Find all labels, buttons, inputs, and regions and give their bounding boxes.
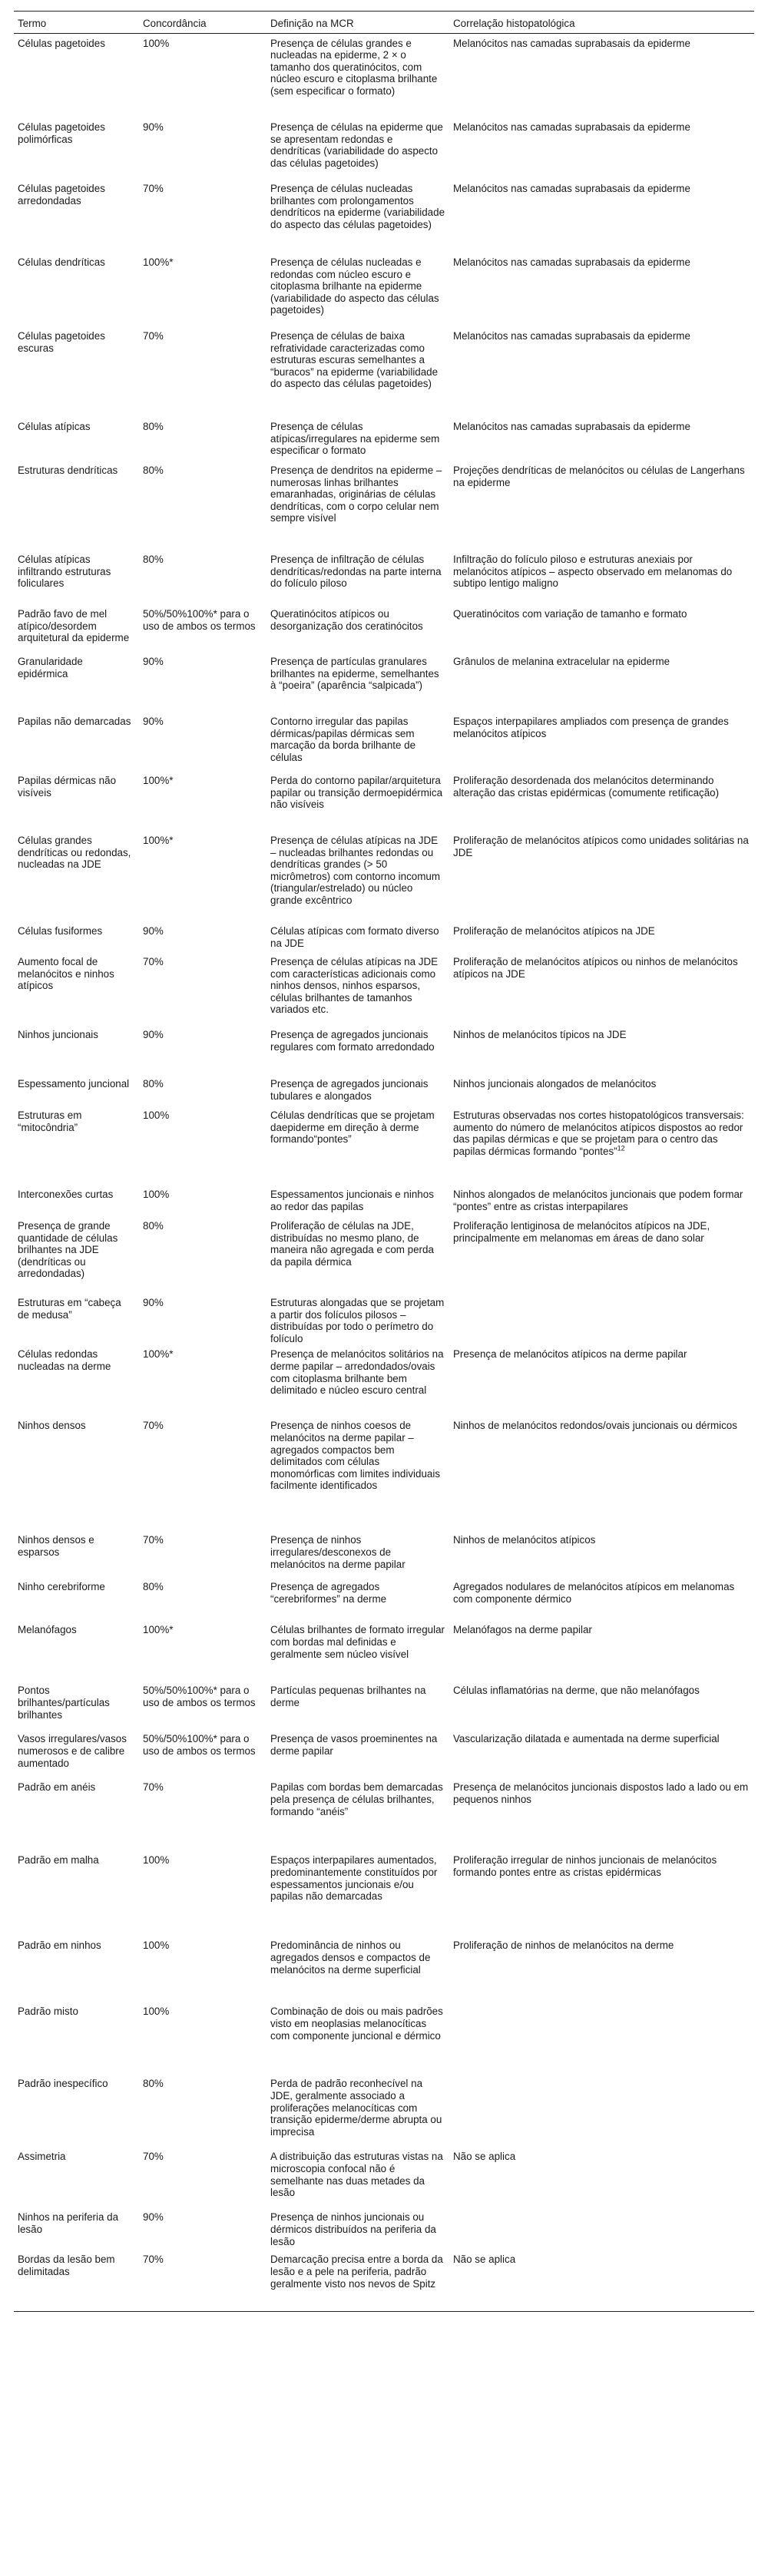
cell-termo: Interconexões curtas (18, 1189, 114, 1201)
cell-definicao: Combinação de dois ou mais padrões visto em neoplasias melanocíticas com componente juncional e dérmico (270, 2006, 443, 2042)
cell-correlacao: Agregados nodulares de melanócitos atípicos em melanomas com componente dérmico (453, 1581, 735, 1605)
table-row (14, 831, 754, 921)
cell-termo: Células fusiformes (18, 925, 103, 937)
cell-termo: Padrão favo de mel atípico/desordem arquitetural da epiderme (18, 608, 130, 644)
cell-correlacao: Melanócitos nas camadas suprabasais da epiderme (453, 121, 690, 134)
cell-correlacao: Presença de melanócitos atípicos na derme papilar (453, 1348, 687, 1361)
cell-correlacao: Melanócitos nas camadas suprabasais da epiderme (453, 421, 690, 433)
cell-termo: Estruturas dendríticas (18, 465, 118, 477)
cell-termo: Células atípicas infiltrando estruturas foliculares (18, 554, 111, 590)
cell-termo: Papilas não demarcadas (18, 716, 131, 728)
cell-definicao: Presença de células atípicas na JDE – nucleadas brilhantes redondas ou dendríticas grandes (> 50 micrômetros) com contorno incomum (triangular/estrelado) ou núcleo grande excêntrico (270, 835, 441, 907)
cell-correlacao: Não se aplica (449, 2250, 754, 2311)
table-row (14, 2207, 754, 2250)
cell-correlacao: Melanócitos nas camadas suprabasais da epiderme (453, 37, 690, 49)
cell-termo: Células pagetoides polimórficas (18, 121, 105, 145)
table-row (14, 1620, 754, 1681)
cell-definicao: Presença de células atípicas/irregulares na epiderme sem especificar o formato (270, 421, 440, 457)
cell-correlacao: Melanócitos nas camadas suprabasais da epiderme (453, 256, 690, 269)
cell-correlacao: Ninhos alongados de melanócitos juncionais que podem formar “pontes” entre as cristas interpapilares (453, 1189, 743, 1212)
table-row (14, 1530, 754, 1577)
cell-termo: Ninhos densos e esparsos (18, 1534, 94, 1559)
reference-superscript: 12 (617, 1144, 625, 1152)
cell-definicao: Estruturas alongadas que se projetam a partir dos folículos pilosos – distribuídas por todo o perímetro do folículo (270, 1297, 445, 1344)
cell-correlacao: Queratinócitos com variação de tamanho e formato (453, 608, 687, 620)
cell-definicao: Contorno irregular das papilas dérmicas/papilas dérmicas sem marcação da borda brilhante de células (270, 716, 416, 763)
cell-definicao: Presença de células nucleadas e redondas com núcleo escuro e citoplasma brilhante na epiderme (variabilidade do aspecto das células pagetoides) (270, 256, 439, 316)
cell-concordancia: 50%/50%100%* para o uso de ambos os termos (143, 1685, 256, 1709)
table-row (14, 1681, 754, 1729)
cell-termo: Estruturas em “mitocôndria” (18, 1109, 82, 1133)
cell-definicao: Células atípicas com formato diverso na JDE (270, 925, 439, 949)
cell-definicao: Presença de ninhos coesos de melanócitos na derme papilar – agregados compactos bem delimitados com células monomórficas com limites individuais facilmente identificados (270, 1420, 441, 1492)
cell-termo: Espessamento juncional (18, 1078, 130, 1090)
cell-concordancia: 100% (143, 2006, 170, 2018)
cell-concordancia: 50%/50%100%* para o uso de ambos os termos (143, 1733, 256, 1758)
cell-concordancia: 100% (143, 1109, 170, 1122)
cell-termo: Aumento focal de melanócitos e ninhos atípicos (18, 956, 114, 992)
cell-correlacao: Ninhos de melanócitos atípicos (453, 1534, 596, 1546)
cell-definicao: Demarcação precisa entre a borda da lesão e a pele na periferia, padrão geralmente visto nos nevos de Spitz (266, 2250, 449, 2311)
cell-termo: Assimetria (18, 2151, 66, 2163)
cell-definicao: Presença de ninhos irregulares/desconexos de melanócitos na derme papilar (270, 1534, 406, 1570)
cell-definicao: Perda de padrão reconhecível na JDE, geralmente associado a proliferações melanocíticas com transição epiderme/derme abrupta ou imprecisa (270, 2078, 442, 2138)
table-header-row (14, 12, 754, 34)
cell-termo: Padrão em ninhos (18, 1939, 101, 1952)
cell-correlacao: Proliferação de melanócitos atípicos na JDE (453, 925, 655, 937)
cell-concordancia: 80% (143, 2078, 164, 2090)
cell-definicao: Presença de células nucleadas brilhantes com prolongamentos dendríticos na epiderme (variabilidade do aspecto das células pagetoides) (270, 183, 445, 230)
cell-concordancia: 70% (143, 1534, 164, 1546)
header-correlacao: Correlação histopatológica (449, 12, 754, 34)
cell-concordancia: 70% (143, 183, 164, 195)
cell-termo: Ninhos densos (18, 1420, 86, 1432)
cell-definicao: Presença de dendritos na epiderme – numerosas linhas brilhantes emaranhadas, originárias de células dendríticas, com o corpo celular nem sempre visível (270, 465, 442, 524)
cell-concordancia: 80% (143, 465, 164, 477)
cell-termo: Melanófagos (18, 1624, 77, 1636)
table-row (14, 652, 754, 712)
cell-concordancia: 90% (143, 716, 164, 728)
table-row (14, 604, 754, 652)
cell-termo: Padrão em anéis (18, 1781, 96, 1794)
mcr-terms-table (14, 11, 754, 2312)
cell-concordancia: 100% (143, 37, 170, 49)
table-row (14, 2074, 754, 2147)
table-row (14, 2250, 754, 2311)
cell-concordancia: 70% (139, 2250, 266, 2311)
cell-concordancia: 70% (143, 330, 164, 342)
table-row (14, 2002, 754, 2074)
cell-termo: Vasos irregulares/vasos numerosos e de calibre aumentado (18, 1733, 127, 1769)
cell-termo: Presença de grande quantidade de células brilhantes na JDE (dendríticas ou arredondadas) (18, 1220, 118, 1280)
cell-concordancia: 90% (143, 925, 164, 937)
cell-concordancia: 90% (143, 2211, 164, 2224)
cell-definicao: Partículas pequenas brilhantes na derme (270, 1685, 426, 1709)
cell-correlacao: Melanócitos nas camadas suprabasais da epiderme (453, 330, 690, 342)
cell-concordancia: 80% (143, 1220, 164, 1232)
table-row (14, 1106, 754, 1185)
table-row (14, 179, 754, 253)
cell-concordancia: 90% (143, 1029, 164, 1041)
table-row (14, 921, 754, 952)
cell-termo: Bordas da lesão bem delimitadas (14, 2250, 139, 2311)
table-row (14, 550, 754, 604)
cell-correlacao: Proliferação irregular de ninhos juncionais de melanócitos formando pontes entre as cristas epidérmicas (453, 1854, 717, 1879)
cell-termo: Padrão misto (18, 2006, 78, 2018)
table-row (14, 1577, 754, 1620)
cell-definicao: Presença de células grandes e nucleadas na epiderme, 2 × o tamanho dos queratinócitos, com núcleo escuro e citoplasma brilhante (sem especificar o formato) (270, 37, 438, 97)
cell-termo: Ninhos na periferia da lesão (18, 2211, 119, 2236)
table-row (14, 712, 754, 771)
cell-correlacao: Presença de melanócitos juncionais dispostos lado a lado ou em pequenos ninhos (453, 1781, 749, 1806)
cell-concordancia: 50%/50%100%* para o uso de ambos os termos (143, 608, 256, 632)
cell-definicao: Presença de infiltração de células dendríticas/redondas na parte interna do folículo piloso (270, 554, 442, 590)
table-row (14, 1850, 754, 1936)
header-concordancia: Concordância (139, 12, 266, 34)
cell-concordancia: 100% (143, 1939, 170, 1952)
cell-definicao: Presença de partículas granulares brilhantes na epiderme, semelhantes à “poeira” (aparência “salpicada”) (270, 656, 439, 692)
cell-concordancia: 70% (143, 1420, 164, 1432)
table-row (14, 2147, 754, 2207)
cell-termo: Ninhos juncionais (18, 1029, 98, 1041)
cell-definicao: Presença de células na epiderme que se apresentam redondas e dendríticas (variabilidade do aspecto das células pagetoides) (270, 121, 443, 169)
cell-definicao: Células dendríticas que se projetam daepiderme em direção à derme formando“pontes” (270, 1109, 435, 1146)
cell-termo: Células grandes dendríticas ou redondas, nucleadas na JDE (18, 835, 131, 871)
cell-concordancia: 100%* (143, 775, 174, 787)
cell-termo: Células pagetoides arredondadas (18, 183, 105, 207)
cell-termo: Granularidade epidérmica (18, 656, 83, 680)
table-row (14, 1729, 754, 1777)
cell-concordancia: 80% (143, 421, 164, 433)
cell-concordancia: 90% (143, 656, 164, 668)
cell-correlacao: Projeções dendríticas de melanócitos ou células de Langerhans na epiderme (453, 465, 745, 488)
cell-definicao: Presença de vasos proeminentes na derme papilar (270, 1733, 438, 1758)
cell-correlacao: Infiltração do folículo piloso e estruturas anexiais por melanócitos atípicos – aspecto observado em melanomas do subtipo lentigo maligno (453, 554, 733, 590)
table-row (14, 33, 754, 117)
cell-definicao: A distribuição das estruturas vistas na microscopia confocal não é semelhante nas duas metades da lesão (270, 2151, 443, 2199)
cell-correlacao: Proliferação de melanócitos atípicos como unidades solitárias na JDE (453, 835, 749, 858)
cell-definicao: Presença de agregados juncionais regulares com formato arredondado (270, 1029, 435, 1053)
cell-correlacao: Ninhos de melanócitos típicos na JDE (453, 1029, 627, 1041)
table-row (14, 771, 754, 831)
cell-termo: Papilas dérmicas não visíveis (18, 775, 117, 799)
table-row (14, 1777, 754, 1850)
cell-correlacao: Proliferação de ninhos de melanócitos na derme (453, 1939, 674, 1952)
cell-termo: Ninho cerebriforme (18, 1581, 105, 1593)
cell-concordancia: 100%* (143, 835, 174, 847)
cell-correlacao: Melanófagos na derme papilar (453, 1624, 592, 1636)
cell-correlacao: Ninhos juncionais alongados de melanócitos (453, 1078, 657, 1090)
cell-correlacao: Grânulos de melanina extracelular na epiderme (453, 656, 670, 668)
cell-definicao: Papilas com bordas bem demarcadas pela presença de células brilhantes, formando “anéis” (270, 1781, 443, 1817)
cell-definicao: Espaços interpapilares aumentados, predominantemente constituídos por espessamentos juncionais e/ou papilas não demarcadas (270, 1854, 438, 1903)
cell-concordancia: 80% (143, 1078, 164, 1090)
cell-concordancia: 90% (143, 1297, 164, 1309)
table-row (14, 952, 754, 1025)
cell-concordancia: 90% (143, 121, 164, 134)
cell-correlacao (449, 2207, 754, 2250)
cell-correlacao (449, 1293, 754, 1344)
cell-correlacao: Células inflamatórias na derme, que não melanófagos (453, 1685, 700, 1697)
cell-termo: Células pagetoides escuras (18, 330, 105, 354)
table-row (14, 253, 754, 326)
table-row (14, 417, 754, 461)
cell-definicao: Presença de melanócitos solitários na derme papilar – arredondados/ovais com citoplasma brilhante bem delimitado e núcleo escuro central (270, 1348, 444, 1397)
table-row (14, 1344, 754, 1416)
cell-correlacao: Não se aplica (453, 2151, 516, 2163)
cell-correlacao: Proliferação de melanócitos atípicos ou ninhos de melanócitos atípicos na JDE (453, 956, 738, 980)
cell-termo: Estruturas em “cabeça de medusa” (18, 1297, 121, 1321)
cell-definicao: Presença de células atípicas na JDE com características adicionais como ninhos densos, ninhos esparsos, células brilhantes de tamanhos variados etc. (270, 956, 439, 1016)
cell-termo: Padrão em malha (18, 1854, 99, 1867)
cell-correlacao: Espaços interpapilares ampliados com presença de grandes melanócitos atípicos (453, 716, 729, 739)
cell-definicao: Presença de agregados juncionais tubulares e alongados (270, 1078, 429, 1102)
cell-concordancia: 80% (143, 1581, 164, 1593)
table-row (14, 1216, 754, 1293)
cell-definicao: Predominância de ninhos ou agregados densos e compactos de melanócitos na derme superficial (270, 1939, 431, 1976)
table-row (14, 1293, 754, 1344)
cell-termo: Células redondas nucleadas na derme (18, 1348, 111, 1373)
cell-concordancia: 70% (143, 2151, 164, 2163)
cell-concordancia: 70% (143, 1781, 164, 1794)
cell-correlacao (449, 2074, 754, 2147)
cell-concordancia: 100%* (143, 256, 174, 269)
cell-definicao: Células brilhantes de formato irregular com bordas mal definidas e geralmente sem núcleo visível (270, 1624, 445, 1660)
cell-concordancia: 100%* (143, 1624, 174, 1636)
table-row (14, 1185, 754, 1216)
cell-definicao: Presença de células de baixa refratividade caracterizadas como estruturas escuras semelhantes a “buracos” na epiderme (variabilidade do aspecto das células pagetoides) (270, 330, 439, 390)
table-row (14, 117, 754, 179)
cell-correlacao: Melanócitos nas camadas suprabasais da epiderme (453, 183, 690, 195)
table-row (14, 1416, 754, 1530)
cell-termo: Células pagetoides (18, 37, 105, 49)
cell-definicao: Espessamentos juncionais e ninhos ao redor das papilas (270, 1189, 434, 1212)
header-definicao: Definição na MCR (266, 12, 449, 34)
cell-concordancia: 80% (143, 554, 164, 566)
cell-concordancia: 100% (143, 1854, 170, 1867)
cell-termo: Células atípicas (18, 421, 91, 433)
table-row (14, 1025, 754, 1074)
cell-definicao: Presença de agregados “cerebriformes” na derme (270, 1581, 387, 1605)
cell-correlacao: Proliferação lentiginosa de melanócitos atípicos na JDE, principalmente em melanomas em áreas de dano solar (453, 1220, 710, 1244)
cell-definicao: Perda do contorno papilar/arquitetura papilar ou transição dermoepidérmica não visíveis (270, 775, 443, 811)
cell-definicao: Queratinócitos atípicos ou desorganização dos ceratinócitos (270, 608, 423, 632)
table-row (14, 1074, 754, 1106)
cell-definicao: Presença de ninhos juncionais ou dérmicos distribuídos na periferia da lesão (270, 2211, 436, 2247)
cell-termo: Pontos brilhantes/partículas brilhantes (18, 1685, 110, 1721)
cell-correlacao: Vascularização dilatada e aumentada na derme superficial (453, 1733, 720, 1745)
cell-correlacao: Proliferação desordenada dos melanócitos determinando alteração das cristas epidérmicas (comumente retificação) (453, 775, 720, 799)
cell-termo: Padrão inespecífico (18, 2078, 108, 2090)
table-row (14, 326, 754, 417)
cell-termo: Células dendríticas (18, 256, 105, 269)
cell-correlacao: Estruturas observadas nos cortes histopatológicos transversais: aumento do número de melanócitos atípicos dispostos ao redor das papilas dérmicas e que se projetam para o centro das papilas dérmicas formando “pontes”$^{12}$ (453, 1109, 744, 1157)
cell-concordancia: 100%* (143, 1348, 174, 1361)
cell-correlacao (449, 2002, 754, 2074)
cell-correlacao: Ninhos de melanócitos redondos/ovais juncionais ou dérmicos (453, 1420, 737, 1432)
cell-definicao: Proliferação de células na JDE, distribuídas no mesmo plano, de maneira não agregada e com perda da papila dérmica (270, 1220, 434, 1268)
cell-concordancia: 100% (143, 1189, 170, 1201)
table-row (14, 461, 754, 550)
table-row (14, 1936, 754, 2002)
header-termo: Termo (14, 12, 139, 34)
cell-concordancia: 70% (143, 956, 164, 968)
